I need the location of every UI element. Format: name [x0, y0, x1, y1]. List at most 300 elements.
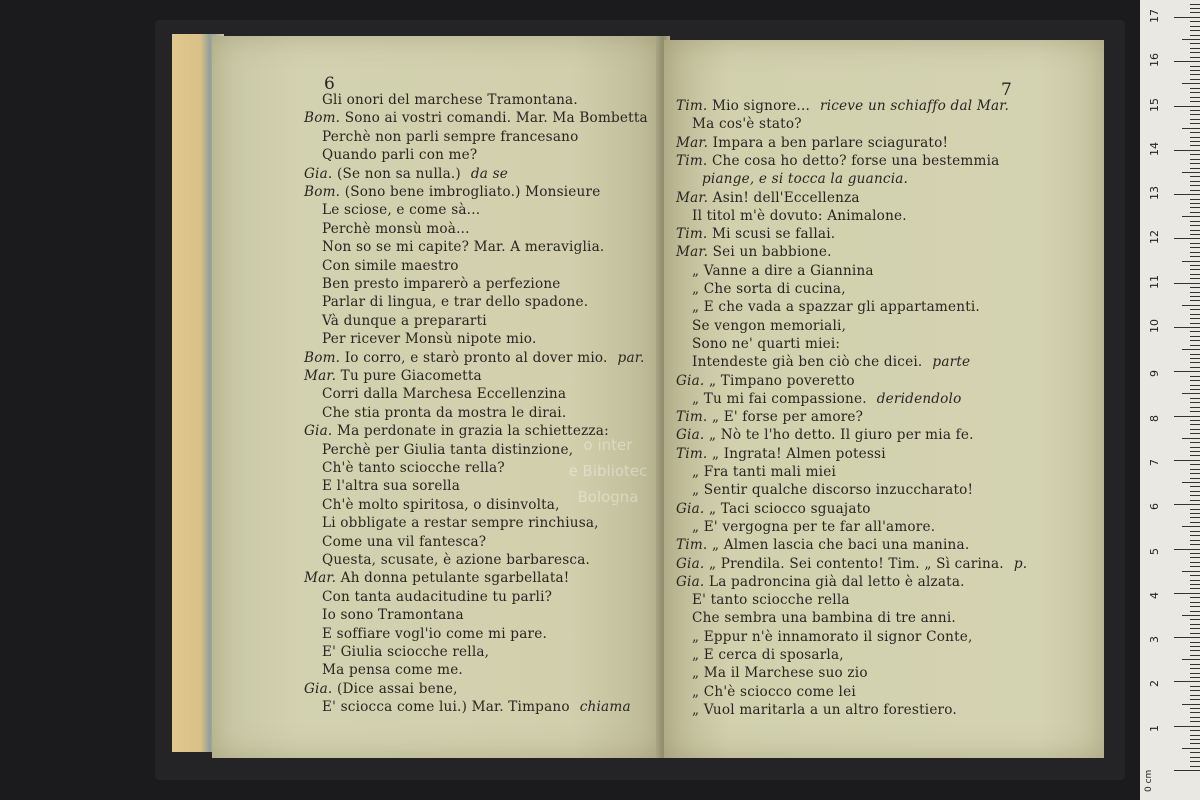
ruler-tick	[1190, 544, 1200, 545]
ruler-tick	[1190, 43, 1200, 44]
ruler-tick	[1190, 26, 1200, 27]
ruler-tick	[1190, 491, 1200, 492]
speaker-name: Gia.	[304, 423, 337, 440]
verse-text: „ Prendila. Sei contento! Tim. „ Sì carina.	[708, 555, 1004, 572]
text-line	[676, 190, 860, 206]
ruler-tick	[1190, 132, 1200, 133]
ruler-tick	[1190, 256, 1200, 257]
speaker-name: Mar.	[304, 570, 341, 587]
verse-text: „ Ingrata! Almen potessi	[711, 445, 886, 462]
speaker-name: Mar.	[676, 189, 713, 206]
ruler-tick	[1190, 730, 1200, 731]
ruler-tick	[1190, 752, 1200, 753]
verse-text: Ma pensa come me.	[322, 662, 463, 679]
ruler-number: 13	[1148, 186, 1161, 201]
speaker-name: Gia.	[676, 555, 709, 572]
verse-text: Il titol m'è dovuto: Animalone.	[692, 207, 907, 224]
text-line	[692, 592, 850, 608]
speaker-name: Bom.	[304, 110, 345, 127]
ruler-tick	[1190, 535, 1200, 536]
ruler-tick	[1190, 207, 1200, 208]
verse-text: E' Giulia sciocche rella,	[322, 644, 490, 660]
text-line	[322, 386, 566, 402]
ruler-tick	[1190, 318, 1200, 319]
verse-text: (Dice assai bene,	[336, 680, 458, 697]
stage-direction: da se	[470, 165, 509, 182]
ruler-tick	[1190, 699, 1200, 700]
ruler-tick	[1190, 252, 1200, 253]
ruler-tick	[1190, 633, 1200, 634]
text-line	[304, 681, 458, 697]
ruler-tick	[1190, 597, 1200, 598]
verse-text: „ Nò te l'ho detto. Il giuro per mia fe.	[708, 427, 974, 444]
verse-text: „ Ch'è sciocco come lei	[692, 683, 856, 700]
ruler-tick	[1190, 354, 1200, 355]
verse-text: Questa, scusate, è azione barbaresca.	[322, 552, 591, 568]
ruler-tick	[1190, 4, 1200, 5]
ruler-tick	[1190, 8, 1200, 9]
verse-text: „ Che sorta di cucina,	[692, 281, 846, 297]
ruler-tick	[1182, 83, 1200, 84]
ruler-tick	[1190, 309, 1200, 310]
stage-direction: p.	[1013, 555, 1028, 572]
ruler-tick	[1190, 345, 1200, 346]
ruler-tick	[1190, 473, 1200, 474]
ruler-tick	[1182, 216, 1200, 217]
text-line	[692, 116, 802, 132]
ruler-tick	[1190, 584, 1200, 585]
ruler-tick	[1190, 243, 1200, 244]
verse-text: La padroncina già dal letto è alzata.	[708, 573, 965, 590]
ruler-tick	[1190, 145, 1200, 146]
ruler-tick	[1190, 717, 1200, 718]
verse-text: (Sono bene imbrogliato.) Monsieure	[344, 184, 601, 200]
text-line	[322, 129, 579, 145]
text-line	[676, 501, 871, 517]
verse-text: (Se non sa nulla.)	[336, 165, 461, 182]
watermark-line: o inter	[583, 436, 633, 454]
text-line	[692, 702, 957, 718]
text-line	[692, 354, 970, 370]
ruler-number: 11	[1148, 274, 1161, 289]
text-line	[322, 276, 561, 292]
ruler-number: 10	[1148, 319, 1161, 333]
ruler-tick	[1174, 504, 1200, 505]
ruler-tick	[1190, 154, 1200, 155]
text-line	[322, 644, 489, 660]
ruler-tick	[1190, 79, 1200, 80]
text-line	[322, 331, 536, 347]
ruler-number: 1	[1148, 724, 1161, 732]
text-line	[322, 699, 631, 715]
verse-text: „ Almen lascia che baci una manina.	[711, 537, 970, 554]
verse-text: Ma perdonate in grazia la schiettezza:	[336, 423, 609, 440]
verse-text: Le sciose, e come sà...	[322, 202, 481, 219]
left-page	[212, 36, 662, 758]
text-line	[676, 373, 855, 389]
ruler-tick	[1190, 500, 1200, 501]
ruler-tick	[1190, 513, 1200, 514]
text-line	[322, 478, 460, 494]
ruler-tick	[1190, 137, 1200, 138]
ruler-tick	[1190, 314, 1200, 315]
text-line	[322, 294, 588, 310]
speaker-name: Mar.	[304, 368, 341, 384]
ruler-tick	[1190, 274, 1200, 275]
ruler-tick	[1174, 637, 1200, 638]
verse-text: Sei un babbione.	[712, 244, 832, 261]
ruler-tick	[1190, 376, 1200, 377]
text-line	[692, 281, 846, 297]
text-line	[322, 239, 604, 255]
ruler-tick	[1190, 234, 1200, 235]
verse-text: E' sciocca come lui.) Mar. Timpano	[322, 699, 570, 716]
ruler-tick	[1190, 163, 1200, 164]
ruler-tick	[1182, 571, 1200, 572]
ruler-tick	[1190, 57, 1200, 58]
text-line	[304, 570, 569, 586]
ruler-tick	[1190, 221, 1200, 222]
ruler-tick	[1182, 261, 1200, 262]
ruler-tick	[1190, 123, 1200, 124]
text-line	[322, 258, 459, 274]
ruler-tick	[1174, 61, 1200, 62]
verse-text: Ch'è tanto sciocche rella?	[322, 460, 505, 476]
ruler-tick	[1174, 327, 1200, 328]
ruler-tick	[1174, 593, 1200, 594]
ruler-tick	[1174, 416, 1200, 417]
ruler-tick	[1174, 460, 1200, 461]
stage-direction: deridendolo	[876, 390, 962, 407]
ruler-tick	[1190, 141, 1200, 142]
text-line	[692, 482, 973, 498]
speaker-name: Tim.	[676, 152, 712, 169]
verse-text: Con simile maestro	[322, 257, 459, 274]
ruler-tick	[1190, 646, 1200, 647]
text-line	[692, 464, 836, 480]
ruler-tick	[1182, 438, 1200, 439]
verse-text: Che sembra una bambina di tre anni.	[692, 610, 956, 627]
verse-text: Ben presto imparerò a perfezione	[322, 276, 561, 292]
verse-text: „ Sentir qualche discorso inzuccharato!	[692, 482, 974, 499]
ruler-tick	[1190, 389, 1200, 390]
ruler-tick	[1190, 358, 1200, 359]
text-line	[322, 405, 566, 421]
ruler-tick	[1190, 168, 1200, 169]
ruler-tick	[1190, 495, 1200, 496]
speaker-name: Gia.	[304, 680, 337, 697]
ruler-tick	[1190, 478, 1200, 479]
text-line	[322, 552, 590, 568]
ruler-tick	[1190, 664, 1200, 665]
ruler-tick	[1190, 761, 1200, 762]
stage-direction: chiama	[579, 699, 631, 716]
ruler-tick	[1190, 181, 1200, 182]
verse-text: Con tanta audacitudine tu parli?	[322, 588, 553, 605]
speaker-name: Gia.	[676, 372, 709, 389]
verse-text: E' tanto sciocche rella	[692, 592, 850, 609]
verse-text: „ Vuol maritarla a un altro forestiero.	[692, 701, 957, 718]
ruler-number: 7	[1148, 458, 1161, 466]
ruler-tick	[1190, 447, 1200, 448]
ruler-tick	[1190, 455, 1200, 456]
ruler-tick	[1190, 190, 1200, 191]
ruler-unit-label: 0 cm	[1144, 769, 1154, 792]
ruler-tick	[1190, 522, 1200, 523]
text-line	[692, 263, 874, 279]
ruler-tick	[1190, 668, 1200, 669]
stage-direction: par.	[617, 349, 645, 366]
text-line	[322, 313, 487, 329]
ruler-tick	[1190, 757, 1200, 758]
verse-text: Corri dalla Marchesa Eccellenzina	[322, 386, 567, 403]
text-line	[322, 515, 599, 531]
ruler-tick	[1182, 659, 1200, 660]
speaker-name: Gia.	[676, 427, 709, 444]
ruler-tick	[1190, 606, 1200, 607]
text-line	[692, 519, 935, 535]
verse-text: „ E' forse per amore?	[711, 409, 864, 426]
ruler-tick	[1190, 212, 1200, 213]
ruler-tick	[1182, 526, 1200, 527]
ruler-tick	[1190, 486, 1200, 487]
ruler-number: 2	[1148, 680, 1161, 688]
ruler-tick	[1190, 602, 1200, 603]
ruler-tick	[1174, 371, 1200, 372]
ruler-tick	[1190, 655, 1200, 656]
ruler-tick	[1190, 642, 1200, 643]
ruler-tick	[1182, 305, 1200, 306]
watermark-line: Bologna	[577, 488, 639, 506]
ruler-number: 5	[1148, 547, 1161, 555]
verse-text: Come una vil fantesca?	[322, 533, 487, 550]
speaker-name: Gia.	[676, 500, 709, 517]
ruler-tick	[1190, 385, 1200, 386]
verse-text: „ E cerca di sposarla,	[692, 647, 844, 663]
text-line	[304, 110, 648, 126]
stage-direction: riceve un schiaffo dal Mar.	[820, 98, 1009, 114]
ruler-tick	[1190, 429, 1200, 430]
ruler-tick	[1190, 673, 1200, 674]
verse-text: Che stia pronta da mostra le dirai.	[322, 404, 567, 421]
speaker-name: Tim.	[676, 537, 712, 554]
ruler-tick	[1190, 588, 1200, 589]
text-line	[322, 662, 463, 678]
text-line	[676, 537, 969, 553]
ruler-tick	[1190, 203, 1200, 204]
ruler-tick	[1190, 402, 1200, 403]
text-line	[322, 92, 578, 108]
text-line	[676, 153, 999, 169]
ruler-tick	[1190, 287, 1200, 288]
ruler-tick	[1190, 580, 1200, 581]
ruler-tick	[1190, 566, 1200, 567]
ruler-tick	[1190, 269, 1200, 270]
ruler-tick	[1190, 48, 1200, 49]
verse-text: Quando parli con me?	[322, 147, 478, 164]
text-line	[322, 607, 464, 623]
verse-text: „ Tu mi fai compassione.	[692, 390, 867, 407]
measuring-ruler	[1140, 0, 1200, 800]
text-line	[322, 147, 477, 163]
text-line	[676, 574, 965, 590]
ruler-tick	[1190, 292, 1200, 293]
ruler-tick	[1182, 349, 1200, 350]
right-page	[664, 40, 1104, 758]
text-line	[322, 202, 480, 218]
ruler-tick	[1182, 615, 1200, 616]
ruler-tick	[1190, 686, 1200, 687]
ruler-tick	[1190, 442, 1200, 443]
ruler-tick	[1190, 411, 1200, 412]
stage-direction: parte	[932, 354, 971, 371]
verse-text: Gli onori del marchese Tramontana.	[322, 92, 578, 108]
ruler-tick	[1190, 690, 1200, 691]
ruler-tick	[1190, 575, 1200, 576]
speaker-name: Bom.	[304, 349, 345, 366]
ruler-tick	[1190, 464, 1200, 465]
text-line	[676, 226, 835, 242]
text-line	[692, 629, 973, 645]
ruler-tick	[1190, 101, 1200, 102]
text-line	[692, 684, 856, 700]
text-line	[322, 589, 552, 605]
ruler-tick	[1190, 424, 1200, 425]
ruler-tick	[1190, 340, 1200, 341]
text-line	[304, 368, 482, 384]
verse-text: Se vengon memoriali,	[692, 317, 847, 334]
ruler-tick	[1190, 743, 1200, 744]
verse-text: Sono ai vostri comandi. Mar. Ma Bombetta	[344, 110, 648, 127]
ruler-tick	[1190, 708, 1200, 709]
ruler-tick	[1190, 66, 1200, 67]
ruler-tick	[1190, 735, 1200, 736]
text-line	[692, 318, 846, 334]
ruler-number: 6	[1148, 503, 1161, 511]
ruler-number: 14	[1148, 141, 1161, 156]
text-line	[692, 336, 840, 352]
ruler-tick	[1190, 611, 1200, 612]
ruler-tick	[1190, 30, 1200, 31]
verse-text: Ma cos'è stato?	[692, 116, 802, 133]
ruler-tick	[1190, 119, 1200, 120]
verse-text: Li obbligate a restar sempre rinchiusa,	[322, 515, 599, 532]
verse-text: Non so se mi capite? Mar. A meraviglia.	[322, 239, 605, 256]
ruler-tick	[1190, 70, 1200, 71]
ruler-tick	[1190, 278, 1200, 279]
verse-text: Sono ne' quarti miei:	[692, 335, 841, 352]
text-line	[304, 350, 644, 366]
text-line	[692, 171, 908, 187]
speaker-name: Tim.	[676, 98, 712, 114]
ruler-number: 3	[1148, 636, 1161, 644]
text-line	[304, 166, 508, 182]
verse-text: Che cosa ho detto? forse una bestemmia	[711, 152, 1000, 169]
ruler-tick	[1190, 721, 1200, 722]
text-line	[676, 135, 948, 151]
text-line	[322, 534, 486, 550]
verse-text: „ Taci sciocco sguajato	[708, 500, 871, 517]
ruler-tick	[1182, 393, 1200, 394]
ruler-tick	[1190, 35, 1200, 36]
ruler-tick	[1174, 194, 1200, 195]
ruler-tick	[1190, 92, 1200, 93]
text-line	[304, 184, 600, 200]
ruler-tick	[1190, 557, 1200, 558]
ruler-tick	[1190, 199, 1200, 200]
speaker-name: Tim.	[676, 226, 712, 243]
verse-text: Asin! dell'Eccellenza	[712, 189, 860, 206]
ruler-tick	[1190, 739, 1200, 740]
ruler-tick	[1190, 159, 1200, 160]
ruler-tick	[1190, 517, 1200, 518]
stage-direction: piange, e si tocca la guancia.	[702, 171, 909, 188]
speaker-name: Gia.	[676, 573, 709, 590]
ruler-tick	[1190, 619, 1200, 620]
ruler-number: 15	[1148, 97, 1161, 112]
ruler-tick	[1190, 230, 1200, 231]
ruler-tick	[1190, 766, 1200, 767]
ruler-tick	[1190, 562, 1200, 563]
ruler-tick	[1190, 624, 1200, 625]
text-line	[692, 299, 980, 315]
ruler-tick	[1190, 52, 1200, 53]
speaker-name: Mar.	[676, 244, 713, 261]
text-line	[676, 556, 1027, 572]
ruler-tick	[1174, 726, 1200, 727]
text-line	[322, 626, 547, 642]
ruler-tick	[1190, 380, 1200, 381]
ruler-tick	[1182, 704, 1200, 705]
verse-text: Impara a ben parlare sciagurato!	[712, 134, 949, 151]
ruler-tick	[1190, 110, 1200, 111]
verse-text: Intendeste già ben ciò che dicei.	[692, 354, 923, 371]
ruler-number: 17	[1148, 8, 1161, 23]
verse-text: Io sono Tramontana	[322, 607, 464, 624]
page-number: 6	[324, 74, 335, 94]
ruler-tick	[1190, 331, 1200, 332]
ruler-tick	[1190, 323, 1200, 324]
speaker-name: Gia.	[304, 165, 337, 182]
ruler-tick	[1190, 398, 1200, 399]
verse-text: „ Vanne a dire a Giannina	[692, 262, 874, 279]
ruler-tick	[1190, 300, 1200, 301]
ruler-tick	[1190, 74, 1200, 75]
page-number: 7	[1001, 80, 1012, 100]
ruler-tick	[1190, 650, 1200, 651]
ruler-tick	[1190, 540, 1200, 541]
ruler-tick	[1174, 681, 1200, 682]
ruler-tick	[1190, 628, 1200, 629]
ruler-tick	[1190, 367, 1200, 368]
verse-text: „ E che vada a spazzar gli appartamenti.	[692, 299, 980, 316]
verse-text: „ Timpano poveretto	[708, 372, 855, 389]
ruler-tick	[1190, 712, 1200, 713]
ruler-tick	[1174, 106, 1200, 107]
ruler-tick	[1190, 185, 1200, 186]
ruler-tick	[1190, 225, 1200, 226]
ruler-tick	[1190, 433, 1200, 434]
watermark-line: e Bibliotec	[568, 462, 648, 480]
text-line	[322, 221, 470, 237]
text-line	[692, 610, 956, 626]
ruler-tick	[1174, 238, 1200, 239]
ruler-number: 8	[1148, 414, 1161, 422]
verse-text: Io corro, e starò pronto al dover mio.	[344, 349, 608, 366]
ruler-tick	[1190, 114, 1200, 115]
text-line	[676, 446, 886, 462]
ruler-tick	[1174, 549, 1200, 550]
